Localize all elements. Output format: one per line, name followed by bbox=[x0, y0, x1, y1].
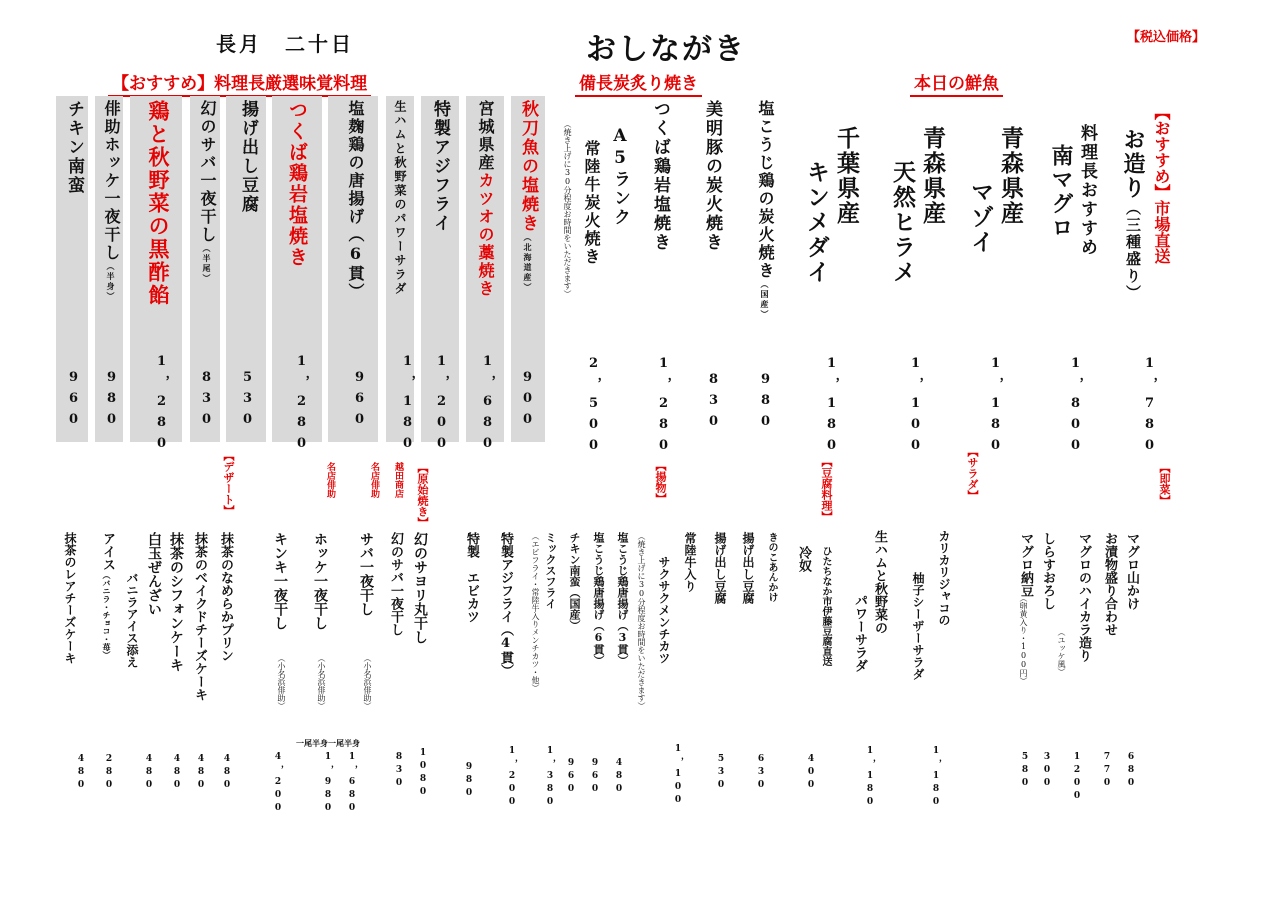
rec-item-1-name: 秋刀魚の塩焼き bbox=[518, 100, 538, 233]
dessert-price-4: 480 bbox=[144, 754, 154, 793]
mazoi-line1: 青森県産 bbox=[997, 126, 1024, 226]
rec-item-10-note: （半身） bbox=[106, 262, 116, 302]
agemono-5-note: （エビフライ・常陸牛入りメンチカツ・他） bbox=[531, 532, 540, 692]
dessert-item-6: 抹茶のレアチーズケーキ bbox=[63, 532, 77, 664]
sokusai-price-3: 1200 bbox=[1072, 752, 1082, 804]
genkou-item-5-note: （小名浜俳助） bbox=[277, 654, 286, 710]
tofu-price-1: 400 bbox=[806, 754, 816, 793]
rec-item-9: 鶏と秋野菜の黒酢餡 bbox=[146, 100, 171, 307]
price-mazoi: 1，180 bbox=[988, 356, 1003, 459]
agemono-1b: サクサクメンチカツ bbox=[657, 556, 671, 664]
rec-item-5: 塩麹鶏の唐揚げ（6貫） bbox=[346, 100, 365, 301]
rec-item-2-a: 宮城県産 bbox=[476, 100, 495, 172]
rec-price-3: 1，200 bbox=[434, 354, 449, 457]
price-grill2: 830 bbox=[706, 372, 721, 435]
tofu-item3-a: 揚げ出し豆腐 bbox=[741, 532, 755, 604]
rec-item-8-name: 幻のサバ一夜干し bbox=[198, 100, 217, 244]
sokusai-price-4: 300 bbox=[1042, 752, 1052, 791]
rec-item-3: 特製アジフライ bbox=[430, 100, 450, 233]
genkou-caption: 一尾半身一尾半身 bbox=[296, 738, 360, 748]
rec-price-6: 1，280 bbox=[294, 354, 309, 457]
sokusai-item-2: お漬物盛り合わせ bbox=[1102, 532, 1117, 636]
salad-price-1: 1，180 bbox=[931, 746, 941, 810]
tax-note: 【税込価格】 bbox=[1127, 30, 1206, 45]
rec-item-10 bbox=[100, 100, 123, 302]
dessert-item-2: 抹茶のベイクドチーズケーキ bbox=[192, 532, 207, 701]
price-hirame: 1，100 bbox=[908, 356, 923, 459]
rec-price-7: 530 bbox=[240, 370, 255, 433]
salad-item1-b: 柚子シーザーサラダ bbox=[911, 572, 925, 680]
dessert-item-4b: バニラアイス添え bbox=[125, 572, 139, 668]
rec-item-1-note: （北海道産） bbox=[523, 233, 533, 293]
hirame-line1: 青森県産 bbox=[919, 126, 946, 226]
agemono-2: 塩こうじ鶏唐揚げ（3貫） bbox=[616, 532, 629, 666]
rec-item-2-c: の藁焼き bbox=[476, 226, 495, 298]
rec-price-9: 1，280 bbox=[154, 354, 169, 457]
sokusai-price-5: 580 bbox=[1020, 752, 1030, 791]
grill-item2: 美明豚の炭火焼き bbox=[702, 100, 722, 252]
salad-price-2: 1，180 bbox=[865, 746, 875, 810]
dessert-price-2: 480 bbox=[196, 754, 206, 793]
sokusai-price-2: 770 bbox=[1102, 752, 1112, 791]
agemono-price-6: 1，200 bbox=[507, 746, 517, 810]
agemono-3: 塩こうじ鶏唐揚げ（6貫） bbox=[592, 532, 605, 666]
dessert-price-5: 280 bbox=[104, 754, 114, 793]
price-grill3: 1，280 bbox=[656, 356, 671, 459]
sokusai-item-5: マグロ納豆 bbox=[1018, 532, 1033, 597]
grill-item4-line1: A5ランク bbox=[610, 126, 630, 227]
rec-price-10: 980 bbox=[104, 370, 119, 433]
sokusai-item-3-name: マグロのハイカラ造り bbox=[1076, 532, 1091, 662]
agemono-price-3: 960 bbox=[590, 758, 600, 797]
genkou-price-1: 1080 bbox=[418, 748, 428, 800]
sokusai-item-1: マグロ山かけ bbox=[1124, 532, 1139, 610]
grill-item4-line2: 常陸牛炭火焼き bbox=[582, 140, 601, 266]
agemono-price-1: 1，100 bbox=[673, 744, 683, 808]
genkou-sub3: 名店俳助 bbox=[325, 462, 335, 498]
price-grill4: 2，500 bbox=[586, 356, 601, 459]
agemono-price-5: 1，380 bbox=[545, 746, 555, 810]
sokusai-price-1: 680 bbox=[1126, 752, 1136, 791]
dessert-item-5-note: （バニラ・チョコ・苺） bbox=[102, 571, 112, 659]
price-tuna: 1，800 bbox=[1068, 356, 1083, 459]
genkou-label: 【原始焼き】 bbox=[416, 462, 429, 528]
tofu-price-2: 630 bbox=[756, 754, 766, 793]
tofu-item1-b: ひたちなか市伊藤豆腐直送 bbox=[820, 546, 831, 666]
agemono-7: 特製 エビカツ bbox=[464, 532, 479, 623]
date-label: 長月 二十日 bbox=[216, 32, 354, 56]
rec-item-10-name: 俳助ホッケ一夜干し bbox=[102, 100, 121, 262]
agemono-2-note: （焼き上げに30分程度お時間をいただきます） bbox=[637, 532, 646, 710]
salad-item2-b: パワーサラダ bbox=[852, 594, 867, 672]
genkou-sub2: 名店俳助 bbox=[369, 462, 379, 498]
mazoi-line2: マゾイ bbox=[967, 180, 994, 255]
rec-price-1: 900 bbox=[520, 370, 535, 433]
agemono-1a: 常陸牛入り bbox=[683, 532, 697, 592]
price-grill1: 980 bbox=[758, 372, 773, 435]
genkou-item-1: 幻のサヨリ丸干し bbox=[412, 532, 428, 644]
genkou-price-3: 1，680 bbox=[347, 752, 357, 816]
tofu-item3-b: 揚げ出し豆腐 bbox=[713, 532, 727, 604]
section-recommend: 【おすすめ】料理長厳選味覚料理 bbox=[108, 74, 371, 97]
section-fresh-fish: 本日の鮮魚 bbox=[910, 74, 1003, 97]
sokusai-item-4: しらすおろし bbox=[1040, 532, 1055, 610]
kinmedai-line2: キンメダイ bbox=[803, 160, 830, 285]
dessert-item-5-name: アイス bbox=[100, 532, 115, 571]
rec-item-2-b: カツオ bbox=[476, 172, 495, 226]
tofu-label: 【豆腐料理】 bbox=[820, 456, 833, 522]
tofu-item1-a: 冷奴 bbox=[796, 546, 811, 572]
grill-item1 bbox=[754, 100, 777, 320]
price-kinmedai: 1，180 bbox=[824, 356, 839, 459]
sokusai-item-5-note: （卵黄入り・100円） bbox=[1019, 594, 1028, 685]
grill-item1-name: 塩こうじ鶏の炭火焼き bbox=[756, 100, 775, 280]
salad-item1-a: カリカリジャコの bbox=[937, 530, 951, 626]
rec-item-6: つくば鶏岩塩焼き bbox=[286, 100, 308, 268]
tofu-price-3: 530 bbox=[716, 754, 726, 793]
agemono-price-7: 980 bbox=[464, 762, 474, 801]
genkou-item-4-note: （小名浜俳助） bbox=[317, 654, 326, 710]
sokusai-label: 【即菜】 bbox=[1158, 462, 1171, 506]
rec-item-11: チキン南蛮 bbox=[64, 100, 84, 195]
price-sashimi: 1，780 bbox=[1142, 356, 1157, 459]
genkou-item-5: キンキ一夜干し bbox=[272, 532, 288, 630]
rec-item-1 bbox=[516, 100, 541, 293]
dessert-label: 【デザート】 bbox=[222, 450, 235, 516]
genkou-price-4: 1，980 bbox=[323, 752, 333, 816]
tuna-line2: 南マグロ bbox=[1048, 144, 1074, 240]
tofu-item2: きのこあんかけ bbox=[766, 532, 777, 602]
agemono-5: ミックスフライ bbox=[544, 532, 557, 609]
genkou-item-2: 幻のサバ一夜干し bbox=[388, 532, 403, 636]
genkou-sub1: 越田商店 bbox=[393, 462, 403, 498]
agemono-4: チキン南蛮（国産） bbox=[568, 532, 581, 631]
agemono-6: 特製アジフライ（4貫） bbox=[498, 532, 513, 677]
grill-item3: つくば鶏岩塩焼き bbox=[650, 100, 670, 252]
dessert-item-4a: 白玉ぜんざい bbox=[146, 532, 162, 616]
rec-item-4: 生ハムと秋野菜のパワーサラダ bbox=[393, 100, 407, 296]
kinmedai-line1: 千葉県産 bbox=[833, 126, 860, 226]
rec-item-7: 揚げ出し豆腐 bbox=[238, 100, 258, 214]
dessert-item-1: 抹茶のなめらかプリン bbox=[218, 532, 233, 662]
genkou-price-5: 4，200 bbox=[273, 752, 283, 816]
page-title: おしながき bbox=[586, 32, 746, 67]
sokusai-item-3 bbox=[1074, 532, 1093, 662]
rec-item-8 bbox=[196, 100, 219, 284]
dessert-price-1: 480 bbox=[222, 754, 232, 793]
sashimi-name-text: お造り bbox=[1120, 128, 1146, 200]
genkou-item-4: ホッケ一夜干し bbox=[312, 532, 328, 630]
salad-item2-a: 生ハムと秋野菜の bbox=[872, 530, 887, 634]
section-binchotan: 備長炭炙り焼き bbox=[575, 74, 702, 97]
sashimi-name bbox=[1118, 128, 1149, 302]
rec-price-11: 960 bbox=[66, 370, 81, 433]
dessert-price-6: 480 bbox=[76, 754, 86, 793]
sokusai-item-3-note: （ユッケ風） bbox=[1057, 628, 1066, 676]
salad-label: 【サラダ】 bbox=[966, 446, 979, 501]
sashimi-tag: 【おすすめ】市場直送 bbox=[1152, 104, 1171, 264]
rec-item-2 bbox=[474, 100, 497, 298]
genkou-item-3: サバ一夜干し bbox=[358, 532, 374, 616]
sashimi-note: （三種盛り） bbox=[1124, 200, 1142, 302]
rec-item-8-note: （半尾） bbox=[202, 244, 212, 284]
rec-price-5: 960 bbox=[352, 370, 367, 433]
grill-item4-note: （焼き上げに30分程度お時間をいただきます） bbox=[563, 120, 572, 298]
genkou-price-2: 830 bbox=[394, 752, 404, 791]
rec-price-2: 1，680 bbox=[480, 354, 495, 457]
genkou-item-3-note: （小名浜俳助） bbox=[363, 654, 372, 710]
rec-price-8: 830 bbox=[199, 370, 214, 433]
grill-item1-note: （国産） bbox=[760, 280, 770, 320]
agemono-label: 【揚物】 bbox=[654, 460, 667, 504]
agemono-price-2: 480 bbox=[614, 758, 624, 797]
rec-price-4: 1，180 bbox=[400, 354, 415, 457]
dessert-item-3: 抹茶のシフォンケーキ bbox=[168, 532, 184, 672]
dessert-price-3: 480 bbox=[172, 754, 182, 793]
agemono-price-4: 960 bbox=[566, 758, 576, 797]
tuna-line1: 料理長おすすめ bbox=[1077, 124, 1097, 257]
dessert-item-5 bbox=[98, 532, 117, 659]
hirame-line2: 天然ヒラメ bbox=[889, 160, 916, 285]
